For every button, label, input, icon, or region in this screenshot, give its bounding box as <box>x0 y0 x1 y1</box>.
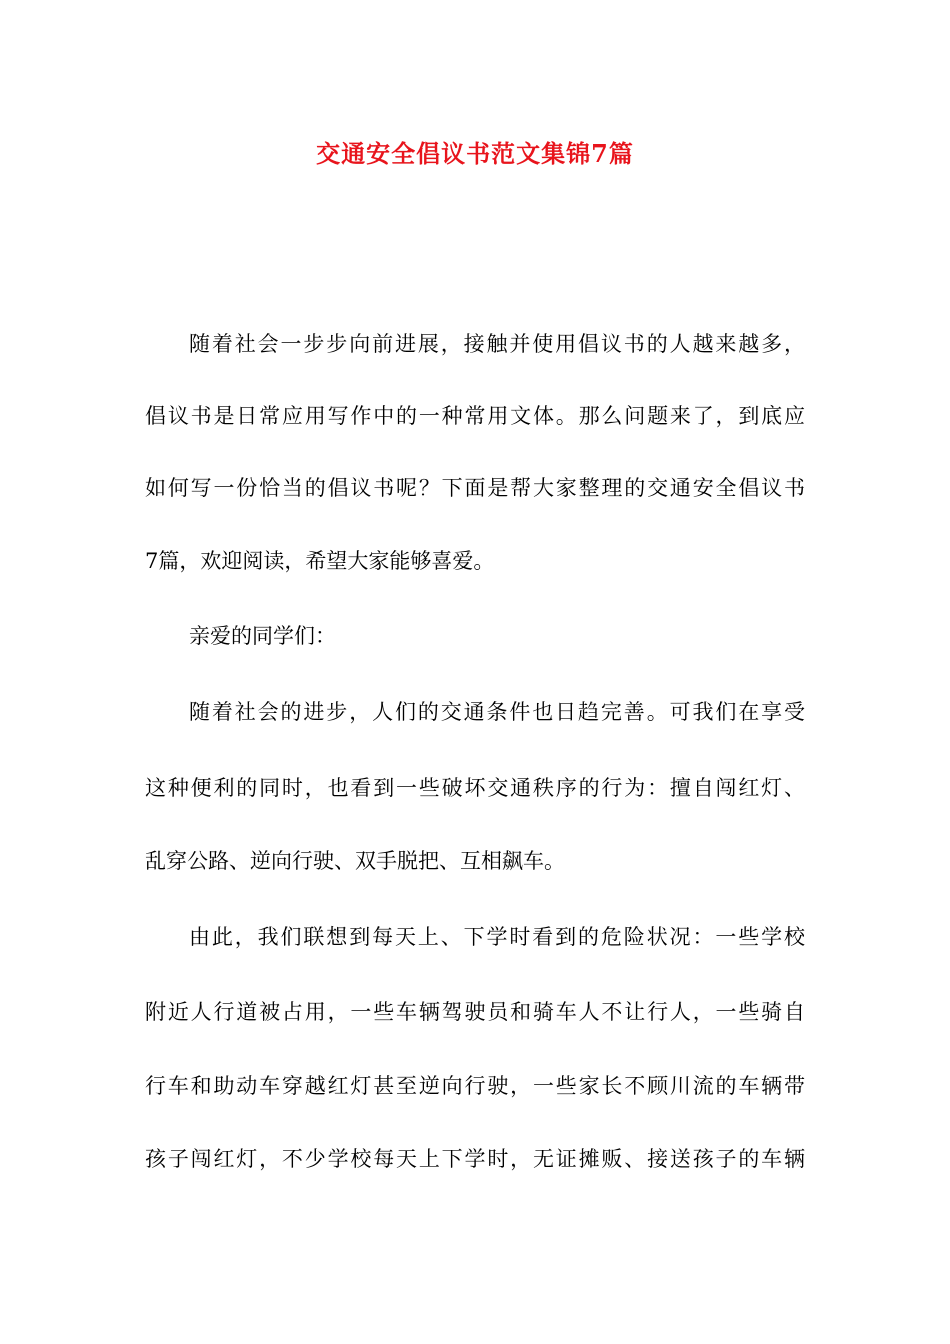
paragraph-line: 由此，我们联想到每天上、下学时看到的危险状况：一些学校 <box>189 925 805 949</box>
paragraph-line: 随着社会一步步向前进展，接触并使用倡议书的人越来越多， <box>189 332 805 356</box>
paragraph-line: 行车和助动车穿越红灯甚至逆向行驶，一些家长不顾川流的车辆带 <box>145 1074 805 1098</box>
paragraph-line: 孩子闯红灯，不少学校每天上下学时，无证摊贩、接送孩子的车辆 <box>145 1147 805 1171</box>
document-title: 交通安全倡议书范文集锦7篇 <box>316 139 634 168</box>
paragraph-line: 随着社会的进步，人们的交通条件也日趋完善。可我们在享受 <box>189 700 805 724</box>
paragraph-line: 7篇，欢迎阅读，希望大家能够喜爱。 <box>145 549 495 573</box>
paragraph-line: 如何写一份恰当的倡议书呢？下面是帮大家整理的交通安全倡议书 <box>145 476 805 500</box>
paragraph-line: 乱穿公路、逆向行驶、双手脱把、互相飙车。 <box>145 849 565 873</box>
salutation-line: 亲爱的同学们： <box>189 624 336 648</box>
paragraph-line: 这种便利的同时，也看到一些破坏交通秩序的行为：擅自闯红灯、 <box>145 776 805 800</box>
paragraph-line: 附近人行道被占用，一些车辆驾驶员和骑车人不让行人，一些骑自 <box>145 1000 805 1024</box>
paragraph-line: 倡议书是日常应用写作中的一种常用文体。那么问题来了，到底应 <box>145 404 805 428</box>
